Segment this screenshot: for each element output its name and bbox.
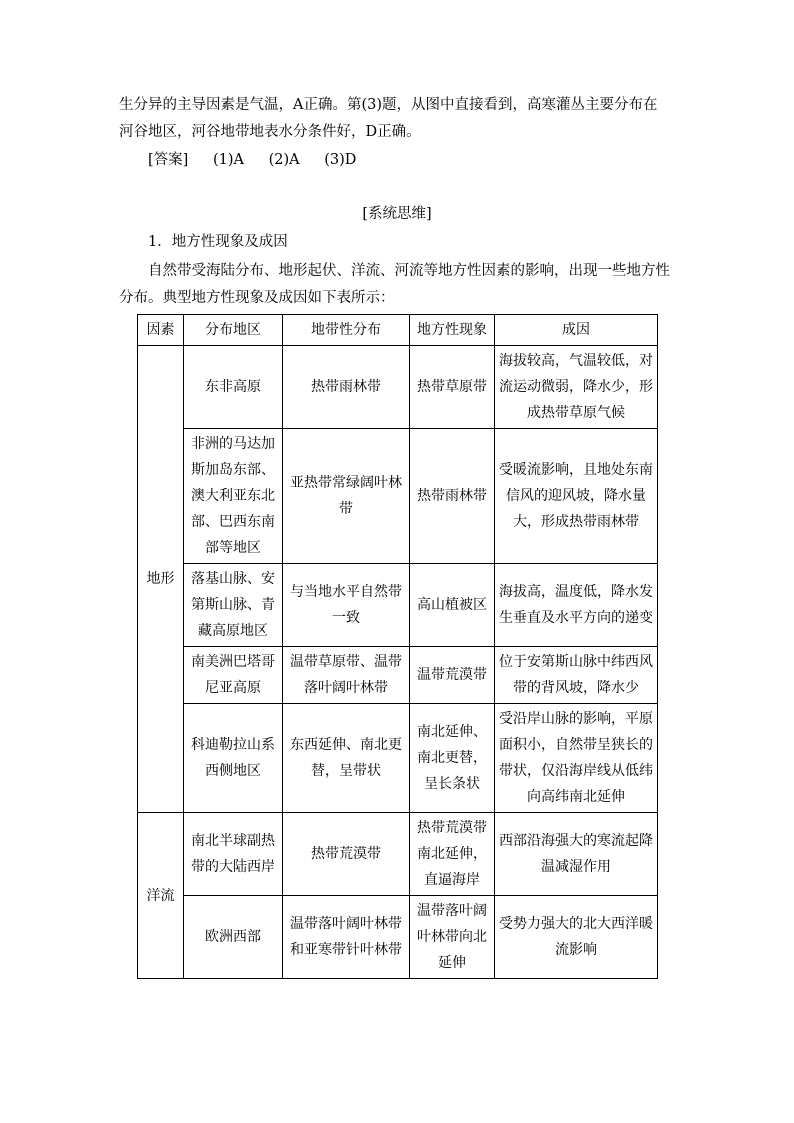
- answer-label: [答案]: [148, 152, 189, 168]
- table-row: [138, 346, 658, 429]
- zonal-cell: 热带雨林带: [283, 346, 410, 429]
- zonal-cell: 温带落叶阔叶林带和亚寒带针叶林带: [283, 896, 410, 979]
- local-cell: 温带落叶阔叶林带向北延伸: [410, 896, 495, 979]
- area-cell: 南北半球副热带的大陆西岸: [184, 813, 283, 896]
- zonal-cell: 温带草原带、温带落叶阔叶林带: [283, 647, 410, 704]
- table-row: [138, 564, 658, 647]
- intro-paragraph: 生分异的主导因素是气温，A正确。第(3)题，从图中直接看到，高寒灌丛主要分布在河谷地区，河谷地带地表水分条件好，D正确。: [119, 97, 658, 140]
- area-cell: 非洲的马达加斯加岛东部、澳大利亚东北部、巴西东南部等地区: [184, 429, 283, 564]
- table-row: [138, 896, 658, 979]
- factor-cell: 洋流: [138, 813, 184, 979]
- zonal-cell: 与当地水平自然带一致: [283, 564, 410, 647]
- cause-cell: 受沿岸山脉的影响，平原面积小，自然带呈狭长的带状，仅沿海岸线从低纬向高纬南北延伸: [495, 704, 658, 813]
- local-cell: 热带雨林带: [410, 429, 495, 564]
- body-paragraph: 自然带受海陆分布、地形起伏、洋流、河流等地方性因素的影响，出现一些地方性分布。典型地方性现象及成因如下表所示：: [119, 263, 670, 306]
- area-cell: 欧洲西部: [184, 896, 283, 979]
- answer-item-2: (2)A: [268, 152, 300, 168]
- section-title: [系统思维]: [362, 206, 432, 222]
- answer-item-3: (3)D: [324, 152, 357, 168]
- cause-cell: 位于安第斯山脉中纬西风带的背风坡，降水少: [495, 647, 658, 704]
- table-header-row: [138, 315, 658, 346]
- zonal-cell: 热带荒漠带: [283, 813, 410, 896]
- area-cell: 南美洲巴塔哥尼亚高原: [184, 647, 283, 704]
- local-cell: 南北延伸、南北更替，呈长条状: [410, 704, 495, 813]
- header-zonal: 地带性分布: [283, 315, 410, 346]
- area-cell: 东非高原: [184, 346, 283, 429]
- cause-cell: 受势力强大的北大西洋暖流影响: [495, 896, 658, 979]
- table-row: [138, 704, 658, 813]
- cause-cell: 西部沿海强大的寒流起降温减湿作用: [495, 813, 658, 896]
- cause-cell: 受暖流影响，且地处东南信风的迎风坡，降水量大，形成热带雨林带: [495, 429, 658, 564]
- header-cause: 成因: [495, 315, 658, 346]
- table-row: [138, 813, 658, 896]
- local-cell: 热带荒漠带南北延伸，直逼海岸: [410, 813, 495, 896]
- header-local: 地方性现象: [410, 315, 495, 346]
- header-area: 分布地区: [184, 315, 283, 346]
- area-cell: 落基山脉、安第斯山脉、青藏高原地区: [184, 564, 283, 647]
- area-cell: 科迪勒拉山系西侧地区: [184, 704, 283, 813]
- zonal-cell: 东西延伸、南北更替，呈带状: [283, 704, 410, 813]
- local-cell: 温带荒漠带: [410, 647, 495, 704]
- table-row: [138, 647, 658, 704]
- answer-line: [148, 148, 376, 172]
- section-heading: 1．地方性现象及成因: [148, 234, 288, 250]
- local-phenomena-table: [137, 314, 658, 979]
- header-factor: 因素: [138, 315, 184, 346]
- zonal-cell: 亚热带常绿阔叶林带: [283, 429, 410, 564]
- table-row: [138, 429, 658, 564]
- factor-cell: 地形: [138, 346, 184, 813]
- answer-item-1: (1)A: [212, 152, 244, 168]
- local-cell: 高山植被区: [410, 564, 495, 647]
- local-cell: 热带草原带: [410, 346, 495, 429]
- cause-cell: 海拔较高，气温较低，对流运动微弱，降水少，形成热带草原气候: [495, 346, 658, 429]
- cause-cell: 海拔高，温度低，降水发生垂直及水平方向的递变: [495, 564, 658, 647]
